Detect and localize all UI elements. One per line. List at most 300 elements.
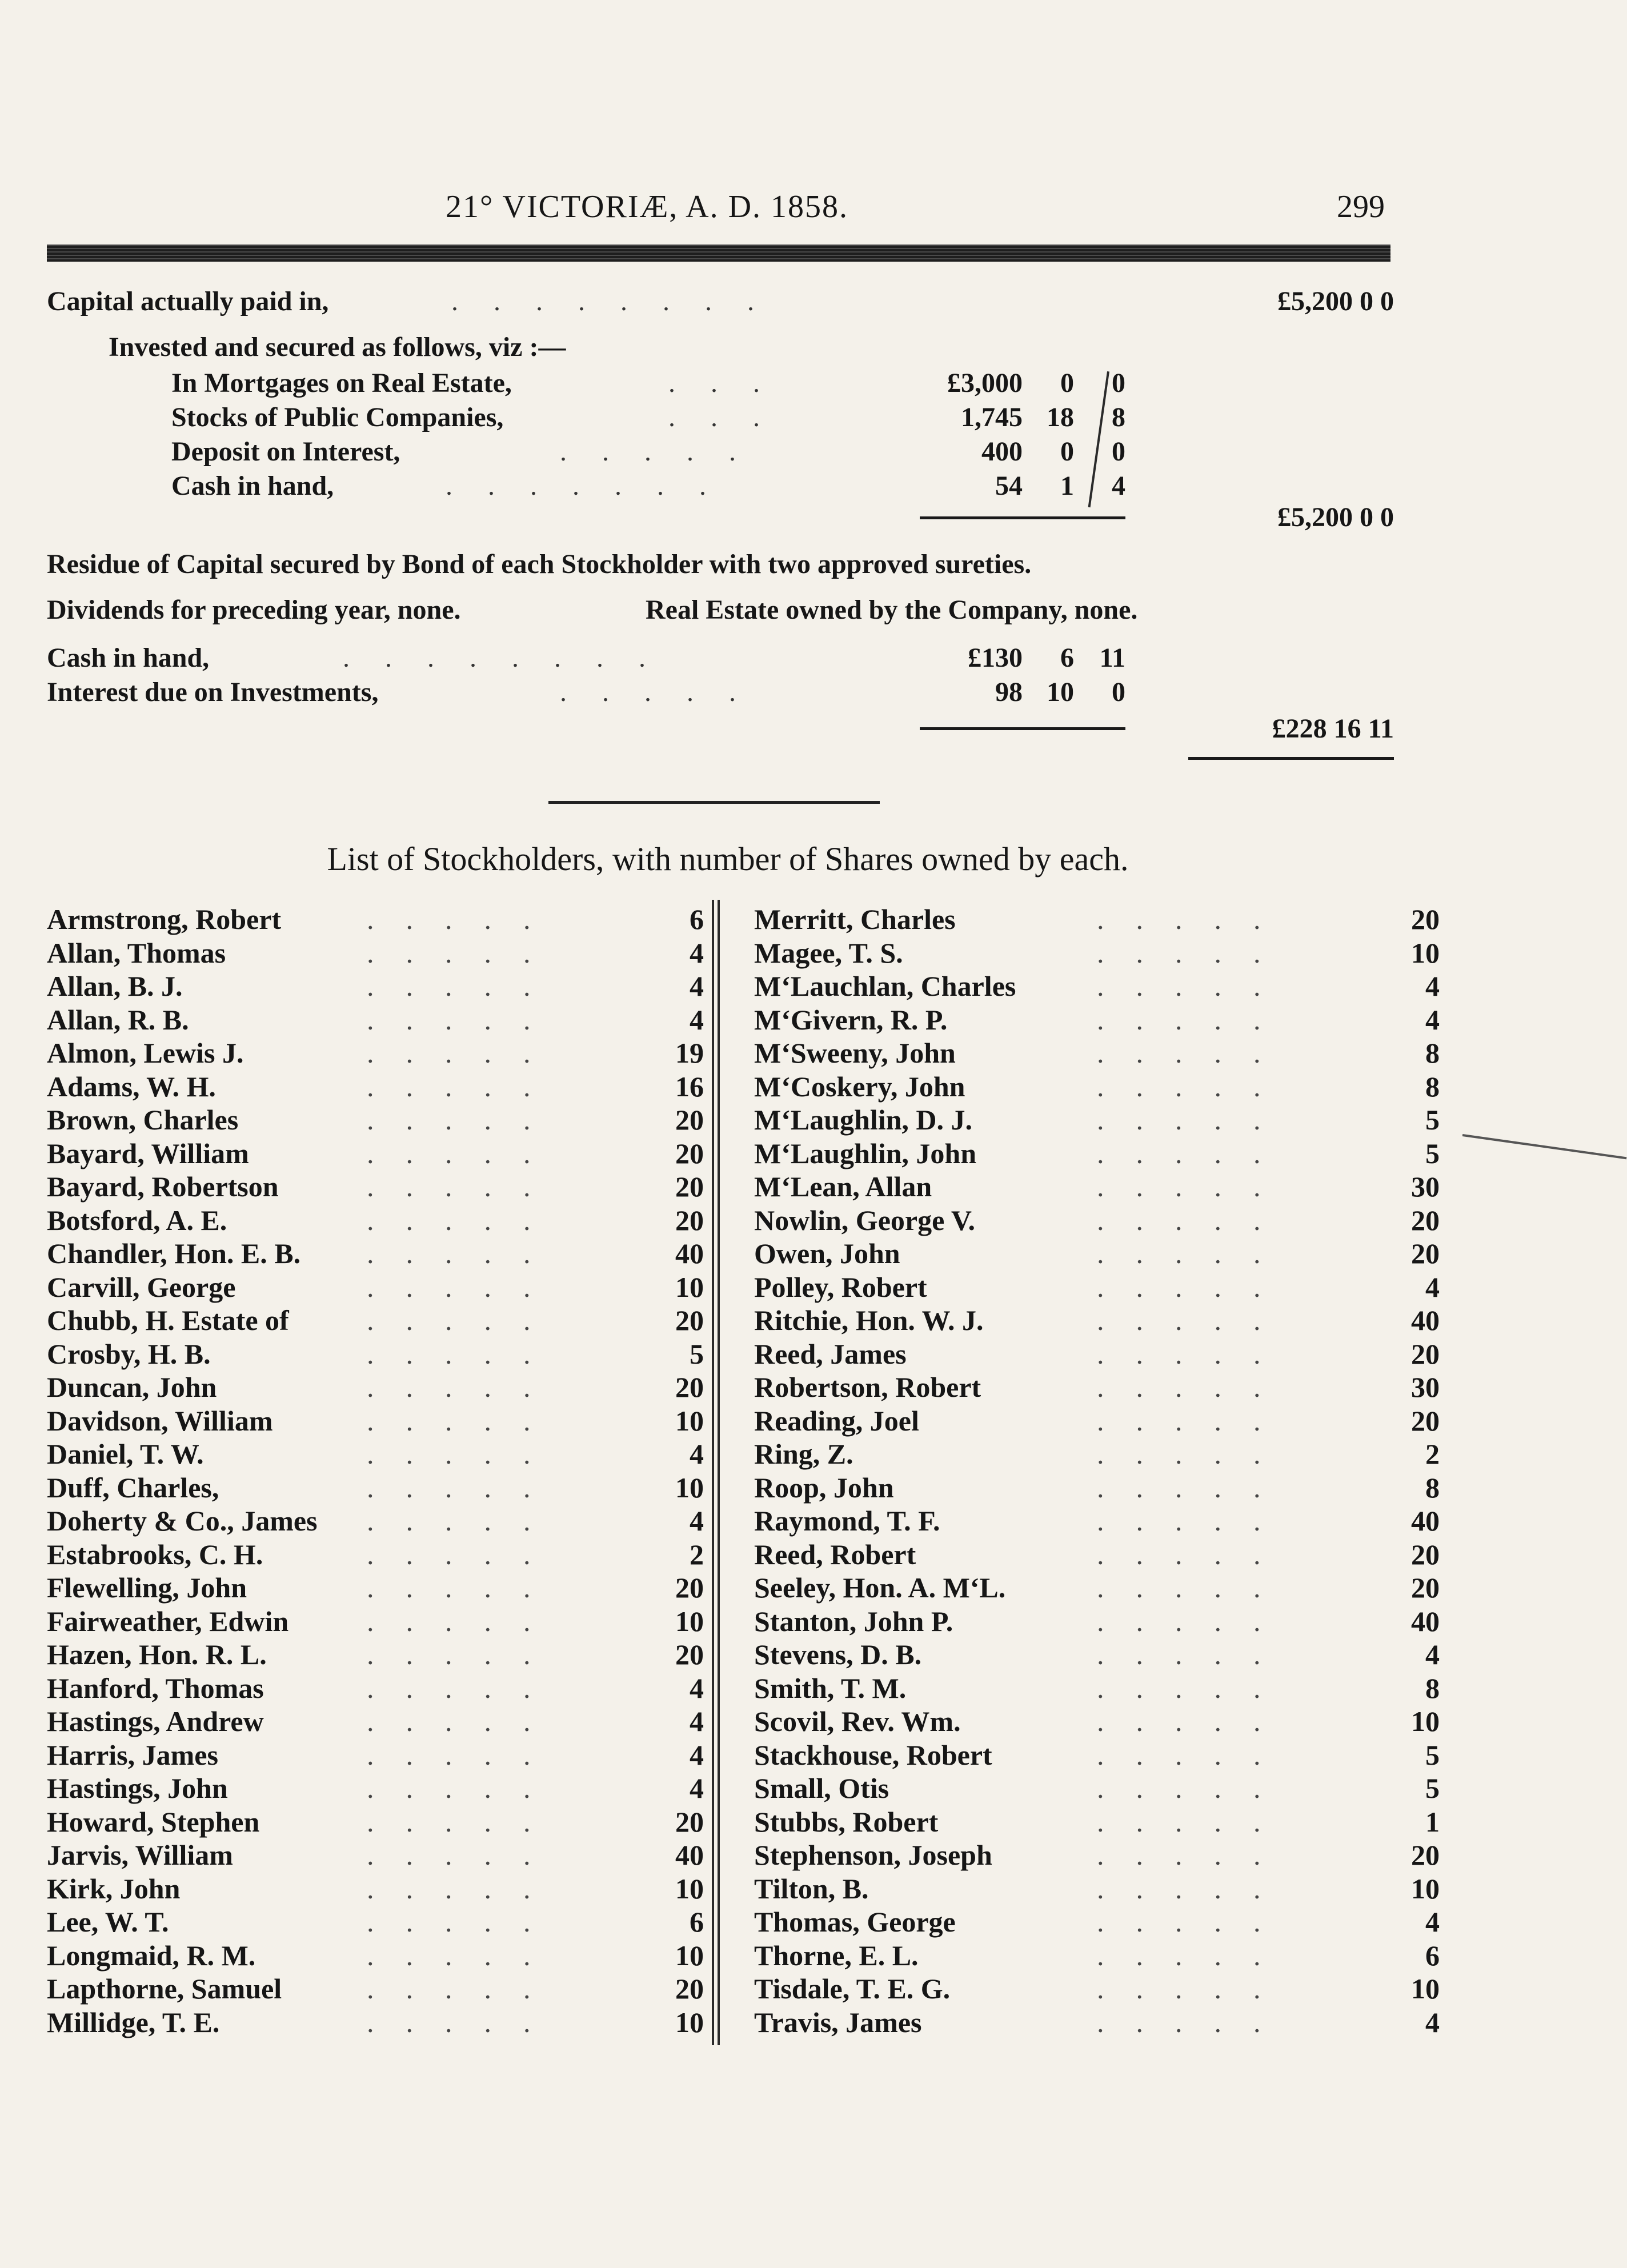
share-count: 10 <box>675 2006 704 2038</box>
stockholder-name: Lee, W. T. <box>47 1906 169 1938</box>
leader-dots: ... <box>668 368 795 398</box>
leader-dots: ..... <box>1097 1070 1293 1103</box>
stockholder-name: M‘Sweeny, John <box>754 1037 956 1069</box>
share-count: 4 <box>1425 1638 1440 1670</box>
leader-dots: ..... <box>1097 1705 1293 1737</box>
stockholder-row <box>754 1304 1440 1337</box>
stockholder-row <box>754 1437 1440 1470</box>
stockholder-row <box>47 1571 704 1604</box>
stockholder-name: Kirk, John <box>47 1872 181 1905</box>
share-count: 20 <box>1411 1538 1440 1570</box>
stockholder-name: Howard, Stephen <box>47 1805 260 1838</box>
investment-pounds: 54 <box>995 471 1023 501</box>
leader-dots: ..... <box>1097 1337 1293 1370</box>
stockholder-row <box>754 1872 1440 1905</box>
stockholder-row <box>47 903 704 936</box>
share-count: 4 <box>1425 1271 1440 1303</box>
leader-dots: ..... <box>367 1572 563 1604</box>
stockholder-name: Travis, James <box>754 2006 922 2038</box>
share-count: 20 <box>675 1104 704 1136</box>
share-count: 2 <box>690 1538 704 1570</box>
stockholder-name: Botsford, A. E. <box>47 1204 227 1236</box>
leader-dots: ..... <box>367 1839 563 1871</box>
stockholder-name: Lapthorne, Samuel <box>47 1973 282 2005</box>
stockholder-name: Harris, James <box>47 1738 218 1771</box>
leader-dots: ..... <box>367 903 563 935</box>
stockholder-row <box>754 2006 1440 2039</box>
share-count: 40 <box>1411 1304 1440 1336</box>
share-count: 40 <box>675 1839 704 1871</box>
leader-dots: ..... <box>1097 936 1293 969</box>
investments-total: £5,200 0 0 <box>1277 502 1394 532</box>
sum-rule <box>920 516 1125 519</box>
share-count: 20 <box>1411 1237 1440 1269</box>
share-count: 6 <box>1425 1939 1440 1972</box>
stockholder-name: Hanford, Thomas <box>47 1672 264 1704</box>
cash-pounds: 98 <box>995 677 1023 707</box>
stockholder-row <box>754 1838 1440 1872</box>
leader-dots: ..... <box>367 1672 563 1704</box>
stockholder-name: M‘Lean, Allan <box>754 1171 932 1203</box>
leader-dots: ..... <box>367 1705 563 1737</box>
investment-shillings: 18 <box>1047 402 1074 432</box>
investment-pounds: 1,745 <box>961 402 1023 432</box>
investment-shillings: 1 <box>1060 471 1074 501</box>
share-count: 5 <box>1425 1772 1440 1804</box>
stockholder-row <box>47 1738 704 1772</box>
leader-dots: ..... <box>367 1805 563 1838</box>
leader-dots: ..... <box>560 677 771 707</box>
share-count: 4 <box>690 1672 704 1704</box>
leader-dots: ..... <box>367 1638 563 1670</box>
stockholder-row <box>47 1805 704 1838</box>
share-count: 20 <box>1411 1839 1440 1871</box>
leader-dots: ..... <box>1097 1672 1293 1704</box>
stockholder-row <box>754 1605 1440 1638</box>
stockholder-name: Adams, W. H. <box>47 1070 216 1103</box>
investment-shillings: 0 <box>1060 368 1074 398</box>
stockholder-name: Allan, R. B. <box>47 1003 189 1036</box>
stockholder-name: Merritt, Charles <box>754 903 956 935</box>
share-count: 10 <box>1411 1705 1440 1737</box>
leader-dots: ..... <box>1097 903 1293 935</box>
share-count: 30 <box>1411 1171 1440 1203</box>
leader-dots: ..... <box>367 1772 563 1804</box>
stockholder-row <box>754 1036 1440 1069</box>
stockholder-row <box>47 1838 704 1872</box>
cash-pence: 0 <box>1112 677 1125 707</box>
leader-dots: ..... <box>367 1204 563 1236</box>
leader-dots: ..... <box>367 1003 563 1036</box>
stockholder-row <box>754 1538 1440 1571</box>
leader-dots: ..... <box>367 1070 563 1103</box>
share-count: 20 <box>1411 903 1440 935</box>
stockholder-name: Reed, James <box>754 1337 907 1370</box>
leader-dots: ..... <box>1097 1872 1293 1905</box>
stockholder-name: Davidson, William <box>47 1404 273 1437</box>
stockholder-name: Hastings, Andrew <box>47 1705 264 1737</box>
stockholder-row <box>47 1036 704 1069</box>
investment-label: Deposit on Interest, <box>171 436 400 467</box>
stockholder-name: Magee, T. S. <box>754 936 903 969</box>
stockholder-name: Estabrooks, C. H. <box>47 1538 263 1570</box>
share-count: 10 <box>675 1605 704 1637</box>
share-count: 30 <box>1411 1371 1440 1403</box>
share-count: 2 <box>1425 1438 1440 1470</box>
stockholder-row <box>47 1772 704 1805</box>
share-count: 19 <box>675 1037 704 1069</box>
stockholder-row <box>754 1705 1440 1738</box>
leader-dots: ..... <box>1097 1271 1293 1303</box>
leader-dots: ..... <box>1097 1404 1293 1437</box>
stockholder-row <box>47 1972 704 2005</box>
stockholder-name: Daniel, T. W. <box>47 1438 204 1470</box>
stockholder-name: Stanton, John P. <box>754 1605 953 1637</box>
stockholder-name: Stubbs, Robert <box>754 1805 939 1838</box>
stockholder-row <box>47 1103 704 1136</box>
share-count: 20 <box>675 1171 704 1203</box>
leader-dots: ..... <box>1097 970 1293 1002</box>
share-count: 20 <box>675 1204 704 1236</box>
leader-dots: ... <box>668 402 795 432</box>
investment-pence: 4 <box>1112 471 1125 501</box>
stockholder-row <box>754 1404 1440 1437</box>
share-count: 5 <box>1425 1738 1440 1771</box>
leader-dots: ..... <box>367 1104 563 1136</box>
stockholder-name: Jarvis, William <box>47 1839 233 1871</box>
share-count: 4 <box>690 970 704 1002</box>
stockholder-name: Longmaid, R. M. <box>47 1939 256 1972</box>
stockholder-name: Thomas, George <box>754 1906 956 1938</box>
stockholder-row <box>47 1170 704 1203</box>
share-count: 6 <box>690 1906 704 1938</box>
share-count: 1 <box>1425 1805 1440 1838</box>
stockholder-row <box>47 1070 704 1103</box>
leader-dots: ..... <box>367 1171 563 1203</box>
cash-shillings: 10 <box>1047 677 1074 707</box>
stockholder-name: Seeley, Hon. A. M‘L. <box>754 1572 1006 1604</box>
leader-dots: ..... <box>1097 1037 1293 1069</box>
leader-dots: ..... <box>367 1973 563 2005</box>
stockholder-name: Reed, Robert <box>754 1538 916 1570</box>
stockholder-name: Almon, Lewis J. <box>47 1037 244 1069</box>
dividends-note: Dividends for preceding year, none. <box>47 595 461 625</box>
stockholder-row <box>754 1738 1440 1772</box>
total-rule <box>1188 757 1394 760</box>
stockholder-row <box>47 1204 704 1237</box>
share-count: 4 <box>1425 1003 1440 1036</box>
share-count: 6 <box>690 903 704 935</box>
stockholder-row <box>47 1471 704 1504</box>
stockholder-row <box>47 2006 704 2039</box>
stockholder-row <box>47 1003 704 1036</box>
stockholder-name: Thorne, E. L. <box>754 1939 919 1972</box>
share-count: 10 <box>675 1404 704 1437</box>
share-count: 10 <box>1411 1973 1440 2005</box>
cash-label: Interest due on Investments, <box>47 677 379 707</box>
real-estate-note: Real Estate owned by the Company, none. <box>646 595 1138 625</box>
leader-dots: ..... <box>1097 1204 1293 1236</box>
leader-dots: ..... <box>1097 1805 1293 1838</box>
stockholder-row <box>754 1504 1440 1537</box>
leader-dots: ..... <box>1097 1538 1293 1570</box>
share-count: 40 <box>1411 1505 1440 1537</box>
stockholder-row <box>47 1404 704 1437</box>
stockholder-row <box>754 1571 1440 1604</box>
stockholder-row <box>754 936 1440 969</box>
stockholder-row <box>754 1471 1440 1504</box>
leader-dots: ..... <box>1097 1371 1293 1403</box>
share-count: 8 <box>1425 1037 1440 1069</box>
investment-pence: 0 <box>1112 368 1125 398</box>
share-count: 20 <box>1411 1572 1440 1604</box>
stockholder-row <box>754 1271 1440 1304</box>
stockholder-row <box>754 1204 1440 1237</box>
stockholder-row <box>754 1371 1440 1404</box>
leader-dots: ..... <box>1097 1237 1293 1269</box>
leader-dots: ........ <box>451 286 790 316</box>
stockholder-row <box>47 1371 704 1404</box>
share-count: 8 <box>1425 1672 1440 1704</box>
stockholder-row <box>47 1672 704 1705</box>
stockholder-row <box>47 1337 704 1371</box>
leader-dots: ..... <box>1097 1738 1293 1771</box>
leader-dots: ..... <box>367 970 563 1002</box>
cash-shillings: 6 <box>1060 643 1074 673</box>
investment-shillings: 0 <box>1060 436 1074 467</box>
stockholder-row <box>754 1905 1440 1938</box>
stockholder-name: Chubb, H. Estate of <box>47 1304 289 1336</box>
leader-dots: ..... <box>367 1505 563 1537</box>
stockholder-row <box>47 1538 704 1571</box>
leader-dots: ..... <box>367 1271 563 1303</box>
share-count: 10 <box>675 1872 704 1905</box>
stockholder-row <box>754 1939 1440 1972</box>
stockholder-row <box>754 1003 1440 1036</box>
stockholder-row <box>754 1772 1440 1805</box>
stockholder-row <box>754 1638 1440 1671</box>
leader-dots: ..... <box>367 1438 563 1470</box>
leader-dots: ..... <box>1097 1104 1293 1136</box>
stockholder-name: Ritchie, Hon. W. J. <box>754 1304 984 1336</box>
share-count: 20 <box>1411 1404 1440 1437</box>
capital-total: £5,200 0 0 <box>1277 286 1394 316</box>
share-count: 20 <box>675 1973 704 2005</box>
stockholder-row <box>47 1638 704 1671</box>
stockholder-name: Raymond, T. F. <box>754 1505 940 1537</box>
share-count: 4 <box>690 1003 704 1036</box>
header-rule <box>47 245 1390 262</box>
sum-rule <box>920 727 1125 730</box>
stockholder-name: Nowlin, George V. <box>754 1204 976 1236</box>
share-count: 20 <box>675 1572 704 1604</box>
running-head <box>0 189 1627 240</box>
stockholder-name: Allan, B. J. <box>47 970 183 1002</box>
stockholder-row <box>754 1805 1440 1838</box>
stockholder-row <box>754 969 1440 1003</box>
leader-dots: ..... <box>1097 1137 1293 1169</box>
share-count: 20 <box>675 1137 704 1169</box>
stockholder-name: M‘Coskery, John <box>754 1070 965 1103</box>
share-count: 40 <box>1411 1605 1440 1637</box>
stockholder-name: Small, Otis <box>754 1772 889 1804</box>
share-count: 4 <box>1425 970 1440 1002</box>
list-heading-text: List of Stockholders, with number of Shares owned by each. <box>327 840 1129 877</box>
investment-pounds: £3,000 <box>947 368 1023 398</box>
page-number: 299 <box>1337 189 1385 225</box>
leader-dots: ..... <box>367 1304 563 1336</box>
stockholder-name: Duff, Charles, <box>47 1471 219 1504</box>
stockholder-name: M‘Givern, R. P. <box>754 1003 948 1036</box>
page-title: 21° VICTORIÆ, A. D. 1858. <box>446 189 849 225</box>
stockholder-name: Duncan, John <box>47 1371 217 1403</box>
investment-pounds: 400 <box>981 436 1023 467</box>
leader-dots: ..... <box>367 1872 563 1905</box>
leader-dots: ..... <box>1097 1438 1293 1470</box>
stockholder-name: Crosby, H. B. <box>47 1337 211 1370</box>
stockholder-name: Scovil, Rev. Wm. <box>754 1705 961 1737</box>
cash-pounds: £130 <box>968 643 1023 673</box>
share-count: 20 <box>1411 1337 1440 1370</box>
stockholder-row <box>47 936 704 969</box>
column-divider <box>718 900 720 2045</box>
leader-dots: ..... <box>1097 1939 1293 1972</box>
stockholder-name: Bayard, William <box>47 1137 249 1169</box>
stockholder-row <box>47 1504 704 1537</box>
stockholder-row <box>47 1237 704 1270</box>
cash-total: £228 16 11 <box>1272 714 1394 744</box>
stockholder-name: Stephenson, Joseph <box>754 1839 992 1871</box>
stockholder-row <box>754 1237 1440 1270</box>
stockholder-row <box>47 1271 704 1304</box>
leader-dots: ..... <box>1097 1906 1293 1938</box>
stockholder-name: M‘Laughlin, John <box>754 1137 977 1169</box>
share-count: 4 <box>690 1438 704 1470</box>
stockholder-name: Tilton, B. <box>754 1872 869 1905</box>
stockholder-name: Hazen, Hon. R. L. <box>47 1638 267 1670</box>
stockholder-name: Carvill, George <box>47 1271 236 1303</box>
share-count: 5 <box>690 1337 704 1370</box>
share-count: 8 <box>1425 1471 1440 1504</box>
share-count: 40 <box>675 1237 704 1269</box>
leader-dots: ..... <box>1097 1839 1293 1871</box>
stockholder-row <box>47 1939 704 1972</box>
stockholder-name: Chandler, Hon. E. B. <box>47 1237 301 1269</box>
share-count: 10 <box>675 1471 704 1504</box>
stockholder-name: Stevens, D. B. <box>754 1638 922 1670</box>
stockholder-row <box>47 1304 704 1337</box>
share-count: 4 <box>690 1738 704 1771</box>
leader-dots: ..... <box>1097 1505 1293 1537</box>
stockholder-name: Allan, Thomas <box>47 936 226 969</box>
leader-dots: ..... <box>1097 1638 1293 1670</box>
leader-dots: ..... <box>367 1471 563 1504</box>
stockholder-row <box>754 1672 1440 1705</box>
share-count: 10 <box>675 1939 704 1972</box>
stockholder-row <box>47 1605 704 1638</box>
stockholder-row <box>47 1705 704 1738</box>
leader-dots: ..... <box>367 1404 563 1437</box>
stockholder-row <box>754 1337 1440 1371</box>
cash-pence: 11 <box>1099 643 1125 673</box>
leader-dots: ..... <box>367 1337 563 1370</box>
invested-label: Invested and secured as follows, viz :— <box>109 332 566 362</box>
stockholder-name: M‘Laughlin, D. J. <box>754 1104 973 1136</box>
stockholder-name: Tisdale, T. E. G. <box>754 1973 951 2005</box>
share-count: 20 <box>675 1304 704 1336</box>
stockholder-row <box>47 1905 704 1938</box>
stockholder-row <box>754 1170 1440 1203</box>
leader-dots: ..... <box>367 1939 563 1972</box>
leader-dots: ..... <box>367 2006 563 2038</box>
stockholder-name: Flewelling, John <box>47 1572 247 1604</box>
share-count: 20 <box>1411 1204 1440 1236</box>
share-count: 10 <box>675 1271 704 1303</box>
section-divider <box>548 801 880 804</box>
capital-label: Capital actually paid in, <box>47 286 329 316</box>
leader-dots: ..... <box>367 1538 563 1570</box>
leader-dots: ..... <box>1097 1772 1293 1804</box>
share-count: 20 <box>675 1371 704 1403</box>
investment-pence: 8 <box>1112 402 1125 432</box>
stockholder-name: Roop, John <box>754 1471 894 1504</box>
leader-dots: ..... <box>1097 1605 1293 1637</box>
stockholder-row <box>754 1103 1440 1136</box>
investment-pence: 0 <box>1112 436 1125 467</box>
leader-dots: ..... <box>367 936 563 969</box>
share-count: 4 <box>1425 1906 1440 1938</box>
stockholder-name: Doherty & Co., James <box>47 1505 318 1537</box>
stockholder-row <box>754 1137 1440 1170</box>
leader-dots: ..... <box>367 1037 563 1069</box>
share-count: 5 <box>1425 1104 1440 1136</box>
stockholder-row <box>754 1070 1440 1103</box>
stockholder-row <box>754 903 1440 936</box>
leader-dots: ....... <box>446 471 742 501</box>
stockholder-row <box>47 1872 704 1905</box>
margin-stroke <box>1462 1134 1627 1159</box>
leader-dots: ........ <box>343 643 681 673</box>
stockholder-row <box>47 969 704 1003</box>
stockholder-name: Robertson, Robert <box>754 1371 981 1403</box>
stockholder-name: Polley, Robert <box>754 1271 927 1303</box>
stockholder-name: Stackhouse, Robert <box>754 1738 992 1771</box>
stockholder-name: Hastings, John <box>47 1772 228 1804</box>
stockholder-name: Brown, Charles <box>47 1104 239 1136</box>
stockholder-row <box>47 1437 704 1470</box>
stockholder-name: Smith, T. M. <box>754 1672 907 1704</box>
leader-dots: ..... <box>367 1906 563 1938</box>
stockholder-name: Ring, Z. <box>754 1438 853 1470</box>
stockholder-name: Fairweather, Edwin <box>47 1605 289 1637</box>
leader-dots: ..... <box>367 1237 563 1269</box>
share-count: 4 <box>690 1772 704 1804</box>
stockholder-name: Owen, John <box>754 1237 900 1269</box>
leader-dots: ..... <box>367 1371 563 1403</box>
stockholder-row <box>754 1972 1440 2005</box>
leader-dots: ..... <box>1097 1471 1293 1504</box>
share-count: 4 <box>690 1705 704 1737</box>
share-count: 4 <box>690 936 704 969</box>
stockholder-name: Armstrong, Robert <box>47 903 282 935</box>
stockholder-name: M‘Lauchlan, Charles <box>754 970 1016 1002</box>
share-count: 10 <box>1411 1872 1440 1905</box>
column-divider <box>712 900 714 2045</box>
share-count: 16 <box>675 1070 704 1103</box>
stockholder-name: Millidge, T. E. <box>47 2006 220 2038</box>
stockholder-name: Bayard, Robertson <box>47 1171 279 1203</box>
investment-label: In Mortgages on Real Estate, <box>171 368 512 398</box>
